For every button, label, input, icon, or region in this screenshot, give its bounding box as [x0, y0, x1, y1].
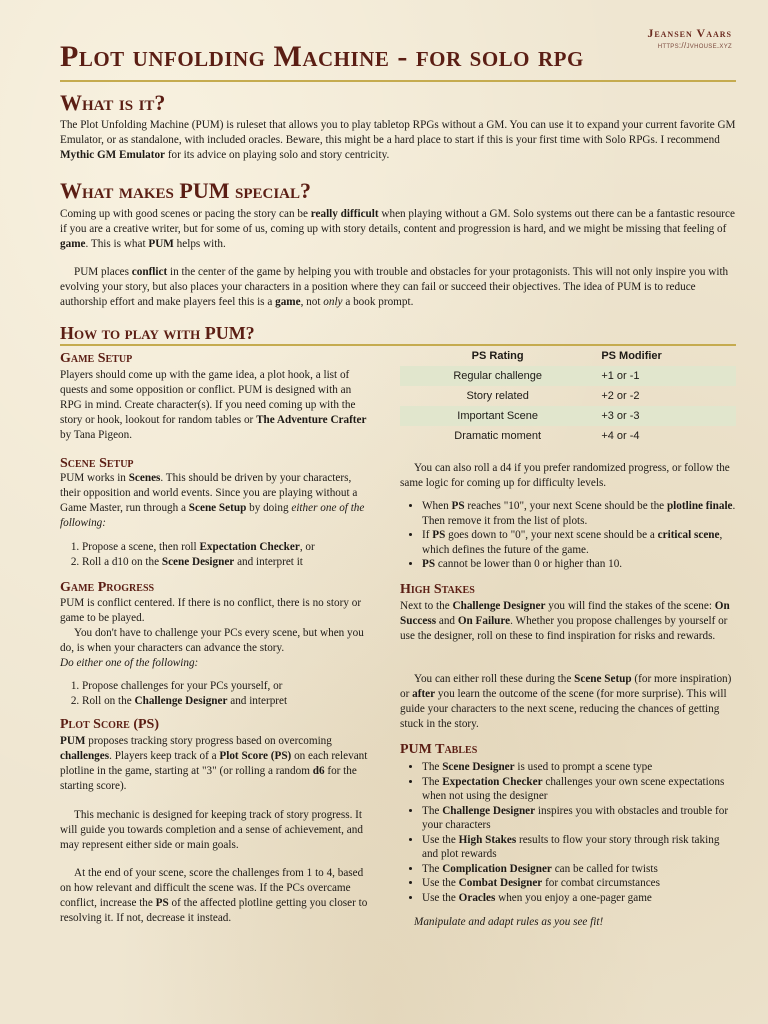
high-stakes-paragraph-1: Next to the Challenge Designer you will find the stakes of the scene: On Success and On Failure. Whether you propose challenges by yourself or use the designer, roll on these to find inspiration for risks and rewards.: [400, 600, 730, 642]
heading-how-to-play: How to play with PUM?: [60, 323, 255, 343]
list-item: • PS cannot be lower than 0 or higher than 10.: [422, 557, 736, 572]
what-is-it-paragraph: The Plot Unfolding Machine (PUM) is ruleset that allows you to play tabletop RPGs without a GM. You can use it to expand your current favorite GM Emulator, or as standalone, with included oracles. Beware, this might be a hard place to start if this is your first time with Solo RPGs. I recommend Mythic GM Emulator for its advice on playing solo and story centricity.: [60, 119, 736, 161]
heading-scene-setup: Scene Setup: [60, 456, 134, 471]
table-row: [400, 406, 736, 426]
author-name: Jeansen Vaars: [647, 26, 732, 40]
special-paragraph-2: PUM places conflict in the center of the game by helping you with trouble and obstacles for your protagonists. This will not only inspire you with evolving your story, but also places your characters in a position where they can fail or succeed their objectives. The idea of PUM is to reduce authorship effort and make players feel this is a game, not only a book prompt.: [60, 266, 729, 308]
heading-pum-tables: PUM Tables: [400, 742, 478, 757]
list-item: • The Complication Designer can be called for twists: [422, 862, 736, 877]
ps-rules-list: [400, 499, 736, 572]
heading-game-setup: Game Setup: [60, 351, 133, 366]
table-cell: Dramatic moment: [454, 430, 542, 442]
list-item: 1. Propose a scene, then roll Expectation Checker, or: [82, 540, 370, 555]
table-cell: Story related: [466, 390, 529, 402]
list-item: • Use the Combat Designer for combat circumstances: [422, 876, 736, 891]
table-header-row: [400, 346, 736, 366]
plot-score-paragraph-1: PUM proposes tracking story progress based on overcoming challenges. Players keep track of a Plot Score (PS) on each relevant plotline in the game, starting at "3" (or rolling a random d6 for the starting score).: [60, 735, 368, 792]
game-progress-paragraph: PUM is conflict centered. If there is no conflict, there is no story or game to be played. You don't have to challenge your PCs every scene, but when you do, is when your characters can advance the story. Do either one of the following:: [60, 597, 364, 669]
table-cell: +1 or -1: [595, 366, 736, 386]
heading-what-is-it: What is it?: [60, 90, 166, 115]
list-item: 2. Roll a d10 on the Scene Designer and interpret it: [82, 555, 370, 570]
list-item: • Use the Oracles when you enjoy a one-pager game: [422, 891, 736, 906]
list-item: • The Scene Designer is used to prompt a scene type: [422, 760, 736, 775]
ps-table: [400, 346, 736, 446]
d4-paragraph: You can also roll a d4 if you prefer randomized progress, or follow the same logic for coming up for difficulty levels.: [400, 462, 730, 489]
table-row: [400, 386, 736, 406]
table-header: PS Rating: [471, 350, 524, 362]
high-stakes-paragraph-2: You can either roll these during the Scene Setup (for more inspiration) or after you learn the outcome of the scene (for more surprise). This will guide your characters to the next scene, reducing the chances of getting stuck in the story.: [400, 673, 732, 730]
heading-what-makes-special: What makes PUM special?: [60, 178, 312, 203]
list-item: • If PS goes down to "0", your next scene should be a critical scene, which defines the future of the game.: [422, 528, 736, 557]
heading-game-progress: Game Progress: [60, 580, 155, 595]
list-item: • Use the High Stakes results to flow your story through risk taking and plot rewards: [422, 833, 736, 862]
author-url[interactable]: https://jvhouse.xyz: [657, 41, 732, 50]
author-block: [647, 26, 732, 50]
table-row: [400, 426, 736, 446]
list-item: • The Expectation Checker challenges your own scene expectations when not using the designer: [422, 775, 736, 804]
scene-setup-list: [60, 540, 370, 569]
list-item: 2. Roll on the Challenge Designer and interpret: [82, 694, 370, 709]
plot-score-paragraph-3: At the end of your scene, score the challenges from 1 to 4, based on how relevant and difficult the scene was. If the PCs overcame conflict, increase the PS of the affected plotline getting you closer to resolving it. If not, decrease it instead.: [60, 867, 368, 924]
page-title: Plot unfolding Machine - for solo rpg: [60, 40, 584, 73]
game-setup-paragraph: Players should come up with the game idea, a plot hook, a list of quests and some opposition or conflict. PUM is designed with an RPG in mind. Create character(s). If you need coming up with the story or hook, lookout for random tables or The Adventure Crafter by Tana Pigeon.: [60, 369, 367, 441]
list-item: • The Challenge Designer inspires you with obstacles and trouble for your characters: [422, 804, 736, 833]
closing-note: Manipulate and adapt rules as you see fit!: [414, 916, 604, 928]
table-cell: +4 or -4: [601, 430, 640, 442]
special-paragraph-1: Coming up with good scenes or pacing the story can be really difficult when playing without a GM. Solo systems out there can be a fantastic resource if you are a creative writer, but for some of us, coming up with story details, content and progression is hard, and we might be missing that feeling of game. This is what PUM helps with.: [60, 208, 735, 250]
scene-setup-paragraph: PUM works in Scenes. This should be driven by your characters, their opposition and world events. Since you are playing without a Game Master, run through a Scene Setup by doing either one of the following:: [60, 472, 365, 529]
table-cell: Regular challenge: [400, 366, 595, 386]
plot-score-paragraph-2: This mechanic is designed for keeping track of story progress. It will guide you towards completion and a sense of achievement, and may represent either side or main goals.: [60, 809, 363, 851]
pum-tables-list: [400, 760, 736, 905]
table-cell: +3 or -3: [595, 406, 736, 426]
table-header: PS Modifier: [601, 350, 662, 362]
table-row: [400, 366, 736, 386]
list-item: • When PS reaches "10", your next Scene should be the plotline finale. Then remove it from the list of plots.: [422, 499, 736, 528]
list-item: 1. Propose challenges for your PCs yourself, or: [82, 679, 370, 694]
heading-plot-score: Plot Score (PS): [60, 717, 160, 732]
title-underline: [60, 80, 736, 82]
table-cell: Important Scene: [400, 406, 595, 426]
table-cell: +2 or -2: [601, 390, 640, 402]
heading-high-stakes: High Stakes: [400, 582, 475, 597]
game-progress-list: [60, 679, 370, 708]
